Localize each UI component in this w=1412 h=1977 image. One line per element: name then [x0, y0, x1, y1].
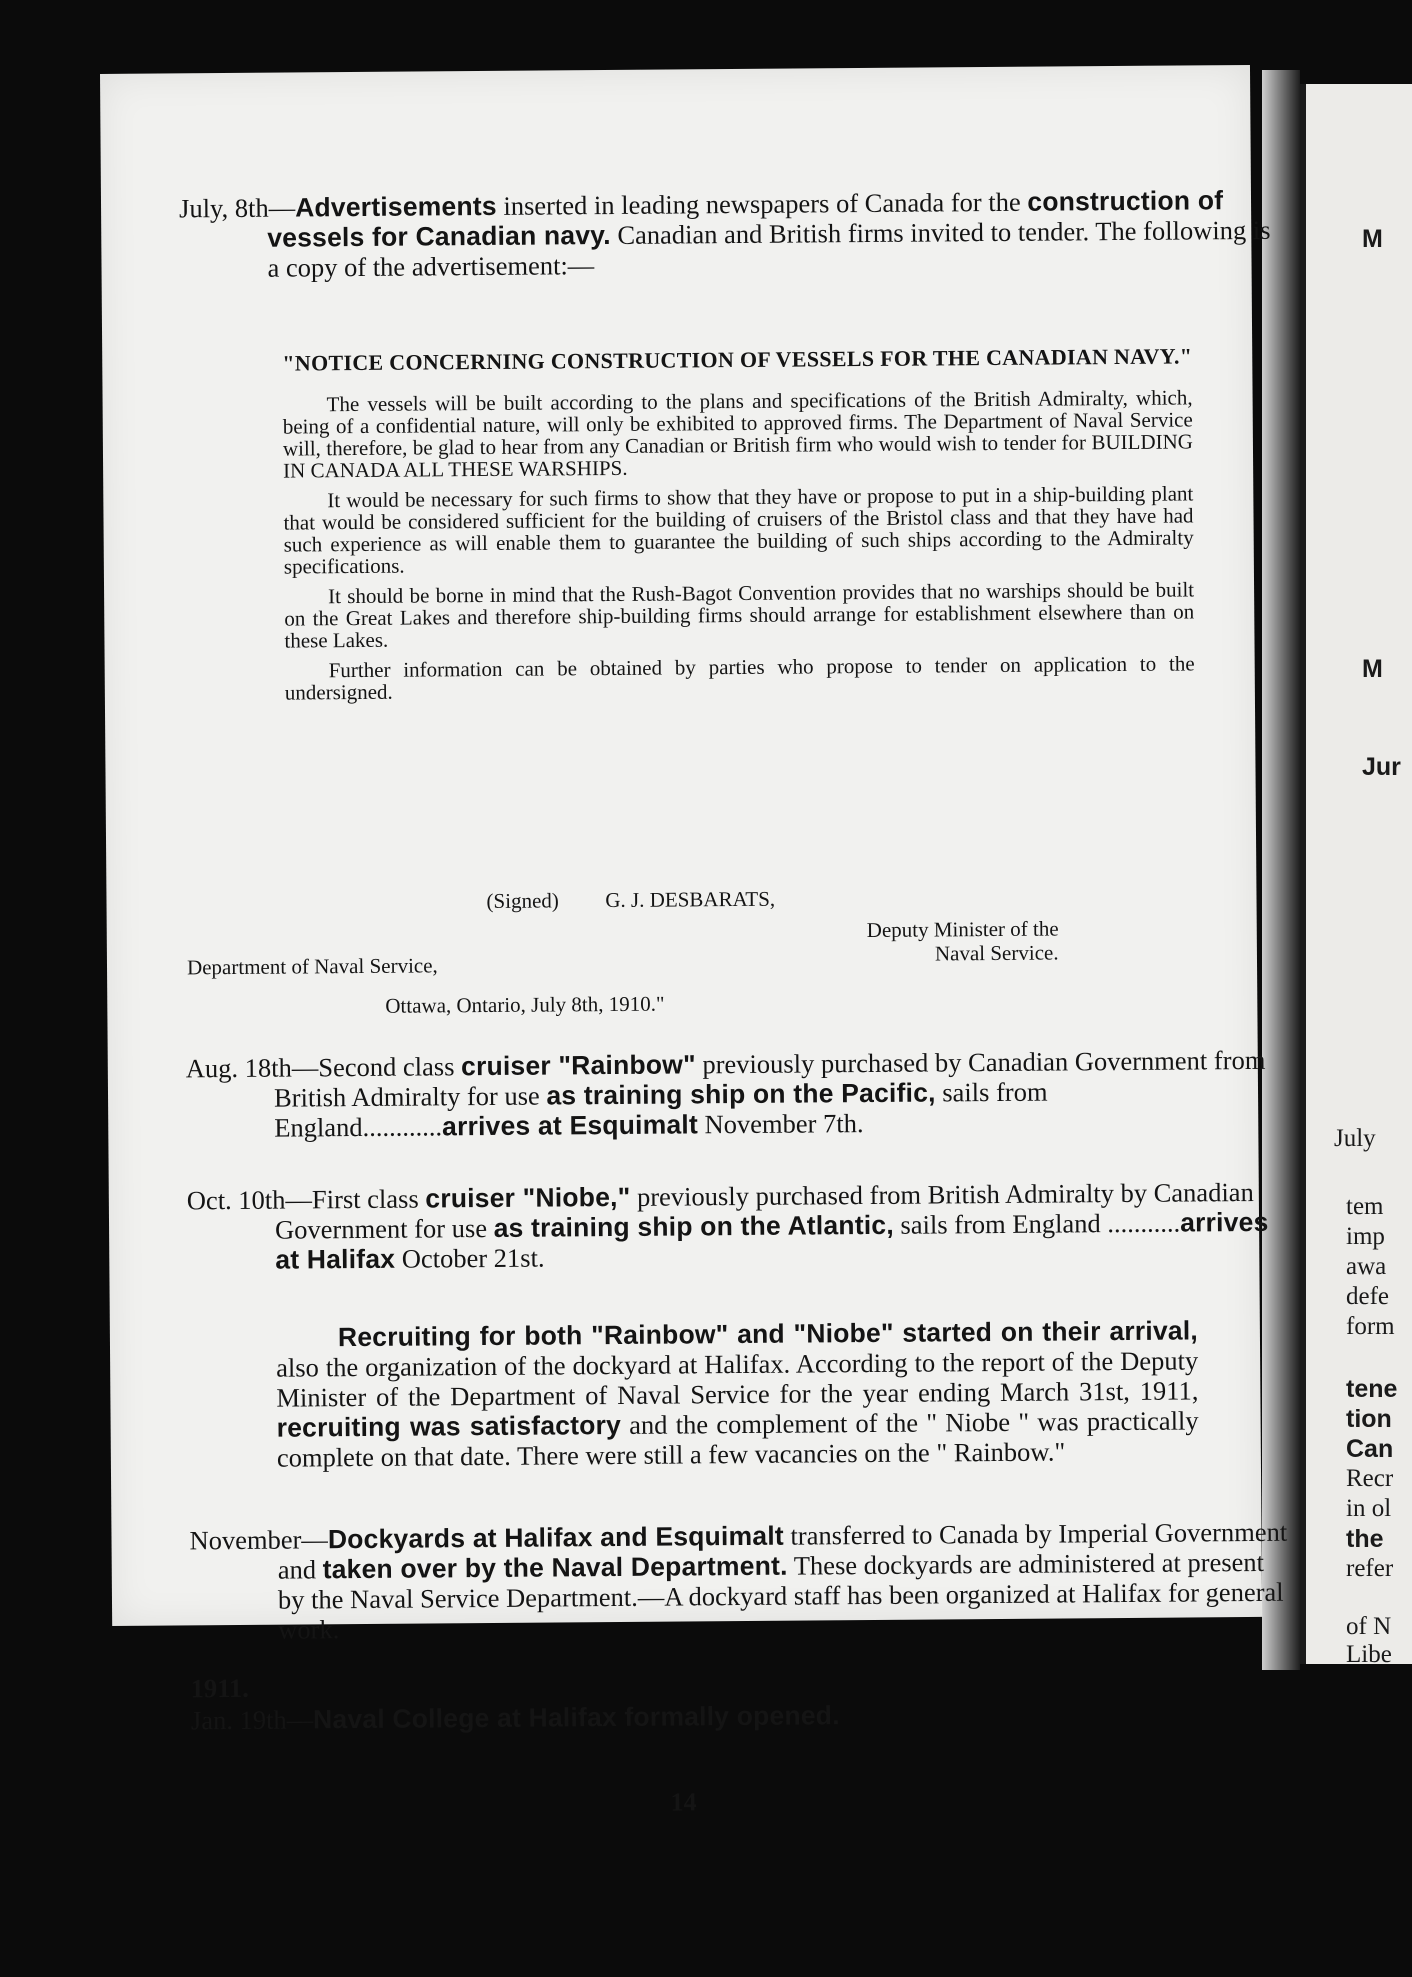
recruiting-paragraph — [276, 1315, 1199, 1472]
entry-text: October 21st. — [395, 1242, 545, 1274]
entry-bold: as training ship on the Pacific, — [546, 1077, 936, 1111]
entry-aug-18 — [186, 1045, 1285, 1144]
right-fragment: of N — [1346, 1613, 1392, 1640]
entry-date: Oct. 10th— — [186, 1184, 313, 1216]
department: Department of Naval Service, — [186, 953, 438, 980]
entry-date: July, 8th— — [178, 192, 296, 224]
entry-text: November 7th. — [697, 1108, 864, 1140]
entry-text: Canadian and British firms invited to tender. The following is a copy of the advertisement:— — [267, 214, 1271, 283]
signed-line — [486, 885, 986, 913]
entry-bold: Advertisements — [295, 190, 497, 223]
entry-text: transferred to Canada by Imperial Government and — [277, 1516, 1288, 1585]
entry-text: sails from England ........... — [893, 1207, 1181, 1240]
notice-paragraph: The vessels will be built according to the plans and specifications of the British Admiralty, which, being of a confidential nature, will only be exhibited to approved firms. The Department of Naval Service will, therefore, be glad to hear from any Canadian or British firm who would wish to tender for BUILDING IN CANADA ALL THESE WARSHIPS. — [282, 385, 1194, 483]
right-fragment: tene — [1346, 1375, 1398, 1403]
right-fragment: the — [1346, 1525, 1384, 1553]
entry-bold: construction of vessels for Canadian navy. — [267, 185, 1224, 253]
notice-paragraph: It should be borne in mind that the Rush-Bagot Convention provides that no warships should be built on the Great Lakes and therefore ship-building firms should arrange for establishment elsewhere than on these Lakes. — [284, 577, 1195, 653]
entry-text: and the complement of the " Niobe " was practically complete on that date. There were still a few vacancies on the " Rainbow." — [276, 1405, 1199, 1473]
entry-bold: Recruiting for both "Rainbow" and "Niobe" started on their arrival, — [337, 1315, 1199, 1353]
entry-bold: as training ship on the Atlantic, — [493, 1209, 894, 1243]
entry-bold: Dockyards at Halifax and Esquimalt — [327, 1520, 784, 1555]
entry-jan-19 — [191, 1697, 1201, 1735]
entry-date: Aug. 18th— — [185, 1052, 319, 1084]
entry-bold: arrives at Halifax — [275, 1206, 1269, 1275]
entry-date: November— — [189, 1524, 328, 1556]
right-fragment: defe — [1346, 1283, 1390, 1310]
page-number: 14 — [670, 1787, 697, 1817]
right-fragment: Jur — [1362, 753, 1401, 781]
right-fragment: M — [1362, 655, 1383, 683]
right-fragment: tion — [1346, 1405, 1392, 1433]
entry-bold: cruiser "Niobe," — [425, 1181, 631, 1214]
notice-paragraph: Further information can be obtained by parties who propose to tender on application to the undersigned. — [284, 651, 1195, 705]
right-fragment: form — [1346, 1313, 1395, 1340]
entry-text: Second class — [318, 1051, 462, 1083]
notice-title: "NOTICE CONCERNING CONSTRUCTION OF VESSELS FOR THE CANADIAN NAVY." — [282, 343, 1193, 376]
right-fragment: M — [1362, 225, 1383, 253]
right-fragment: refer — [1346, 1555, 1394, 1582]
signer-title-2: Naval Service. — [934, 940, 1059, 966]
right-fragment: Can — [1346, 1435, 1394, 1463]
signer-title-1: Deputy Minister of the — [866, 916, 1059, 943]
notice-paragraph: It would be necessary for such firms to show that they have or propose to put in a ship-building plant that would be considered sufficient for the building of cruisers of the Bristol class and that they have had such experience as will enable them to guarantee the building of such ships according to the Admiralty specifications. — [283, 481, 1194, 579]
signed-label: (Signed) — [486, 888, 559, 913]
entry-november — [189, 1517, 1288, 1646]
year-heading: 1911. — [190, 1672, 249, 1704]
place-date: Ottawa, Ontario, July 8th, 1910." — [385, 991, 665, 1018]
entry-text: previously purchased from British Admiralty by Canadian Government for use — [274, 1176, 1254, 1245]
entry-bold: taken over by the Naval Department. — [322, 1550, 788, 1585]
entry-date: Jan. 19th— — [190, 1704, 314, 1736]
right-page-edge — [1300, 84, 1412, 1664]
right-fragment: Recr — [1346, 1465, 1394, 1492]
entry-text: First class — [311, 1183, 426, 1215]
entry-text: sails from England............ — [274, 1076, 1048, 1143]
entry-text: previously purchased by Canadian Government from British Admiralty for use — [273, 1044, 1266, 1113]
entry-text: inserted in leading newspapers of Canada for the — [496, 186, 1028, 221]
right-fragment: tem — [1346, 1193, 1384, 1220]
entry-text: These dockyards are administered at present by the Naval Service Department.—A dockyard staff has been organized at Halifax for general work. — [277, 1546, 1284, 1645]
entry-july-8 — [179, 185, 1278, 284]
right-fragment: July — [1334, 1125, 1376, 1152]
entry-bold: arrives at Esquimalt — [441, 1109, 699, 1142]
entry-oct-10 — [187, 1177, 1286, 1276]
right-fragment: awa — [1346, 1253, 1387, 1280]
right-fragment: imp — [1346, 1223, 1385, 1250]
right-fragment: Libe — [1346, 1641, 1392, 1664]
notice — [282, 343, 1195, 711]
entry-text: also the organization of the dockyard at Halifax. According to the report of the Deputy Minister of the Department of Naval Service for the year ending March 31st, 1911, — [276, 1345, 1199, 1413]
left-page — [100, 65, 1288, 1817]
entry-bold: cruiser "Rainbow" — [460, 1049, 696, 1082]
right-fragment: in ol — [1346, 1495, 1392, 1522]
entry-bold: Naval College at Halifax formally opened. — [312, 1700, 840, 1735]
signer-name: G. J. DESBARATS, — [605, 886, 776, 913]
book-gutter — [1262, 70, 1300, 1670]
entry-bold: recruiting was satisfactory — [276, 1409, 622, 1443]
